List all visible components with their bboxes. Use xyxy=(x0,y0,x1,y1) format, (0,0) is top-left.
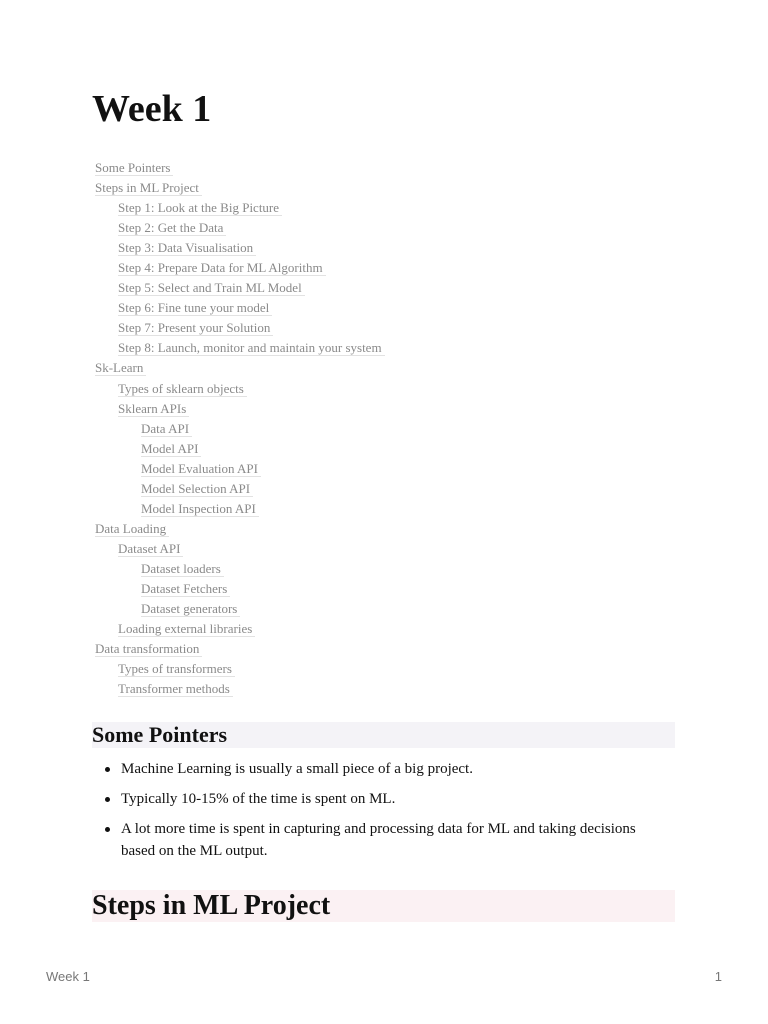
footer-page-number: 1 xyxy=(714,969,722,984)
table-of-contents xyxy=(95,158,385,699)
toc-link[interactable]: Data transformation xyxy=(95,641,202,657)
toc-item xyxy=(95,158,385,178)
toc-item xyxy=(95,419,385,439)
toc-item xyxy=(95,459,385,479)
toc-item xyxy=(95,659,385,679)
toc-link[interactable]: Model API xyxy=(141,441,201,457)
toc-link[interactable]: Model Inspection API xyxy=(141,501,259,517)
toc-item xyxy=(95,258,385,278)
section-heading-some-pointers: Some Pointers xyxy=(92,722,675,748)
toc-item xyxy=(95,579,385,599)
toc-link[interactable]: Types of transformers xyxy=(118,661,235,677)
toc-item xyxy=(95,479,385,499)
toc-link[interactable]: Data Loading xyxy=(95,521,169,537)
toc-item xyxy=(95,639,385,659)
toc-item xyxy=(95,278,385,298)
toc-item xyxy=(95,218,385,238)
section-heading-steps-in-ml-project: Steps in ML Project xyxy=(92,890,675,922)
toc-item xyxy=(95,358,385,378)
bullet-item: Typically 10-15% of the time is spent on ML. xyxy=(121,788,671,810)
toc-link[interactable]: Model Selection API xyxy=(141,481,253,497)
toc-item xyxy=(95,619,385,639)
toc-link[interactable]: Some Pointers xyxy=(95,160,173,176)
toc-item xyxy=(95,539,385,559)
toc-link[interactable]: Loading external libraries xyxy=(118,621,255,637)
toc-link[interactable]: Types of sklearn objects xyxy=(118,381,247,397)
toc-link[interactable]: Sk-Learn xyxy=(95,360,146,376)
toc-item xyxy=(95,519,385,539)
bullet-item: Machine Learning is usually a small piece of a big project. xyxy=(121,758,671,780)
toc-link[interactable]: Data API xyxy=(141,421,192,437)
bullet-item: A lot more time is spent in capturing and processing data for ML and taking decisions based on the ML output. xyxy=(121,818,671,862)
toc-link[interactable]: Model Evaluation API xyxy=(141,461,261,477)
toc-link[interactable]: Step 7: Present your Solution xyxy=(118,320,273,336)
toc-item xyxy=(95,679,385,699)
toc-link[interactable]: Dataset Fetchers xyxy=(141,581,230,597)
toc-item xyxy=(95,399,385,419)
pointers-bullet-list xyxy=(121,758,671,870)
toc-item xyxy=(95,379,385,399)
toc-item xyxy=(95,559,385,579)
toc-item xyxy=(95,298,385,318)
toc-item xyxy=(95,499,385,519)
toc-link[interactable]: Dataset loaders xyxy=(141,561,224,577)
toc-item xyxy=(95,338,385,358)
toc-item xyxy=(95,318,385,338)
toc-link[interactable]: Steps in ML Project xyxy=(95,180,202,196)
toc-link[interactable]: Step 2: Get the Data xyxy=(118,220,226,236)
toc-link[interactable]: Step 5: Select and Train ML Model xyxy=(118,280,305,296)
toc-link[interactable]: Step 1: Look at the Big Picture xyxy=(118,200,282,216)
toc-item xyxy=(95,198,385,218)
toc-link[interactable]: Step 4: Prepare Data for ML Algorithm xyxy=(118,260,326,276)
toc-link[interactable]: Sklearn APIs xyxy=(118,401,189,417)
toc-item xyxy=(95,178,385,198)
toc-item xyxy=(95,439,385,459)
toc-link[interactable]: Dataset API xyxy=(118,541,183,557)
toc-item xyxy=(95,238,385,258)
toc-link[interactable]: Step 3: Data Visualisation xyxy=(118,240,256,256)
toc-item xyxy=(95,599,385,619)
toc-link[interactable]: Dataset generators xyxy=(141,601,240,617)
footer-document-title: Week 1 xyxy=(46,969,90,984)
page-title: Week 1 xyxy=(92,88,212,130)
toc-link[interactable]: Step 8: Launch, monitor and maintain your system xyxy=(118,340,385,356)
toc-link[interactable]: Step 6: Fine tune your model xyxy=(118,300,272,316)
toc-link[interactable]: Transformer methods xyxy=(118,681,233,697)
